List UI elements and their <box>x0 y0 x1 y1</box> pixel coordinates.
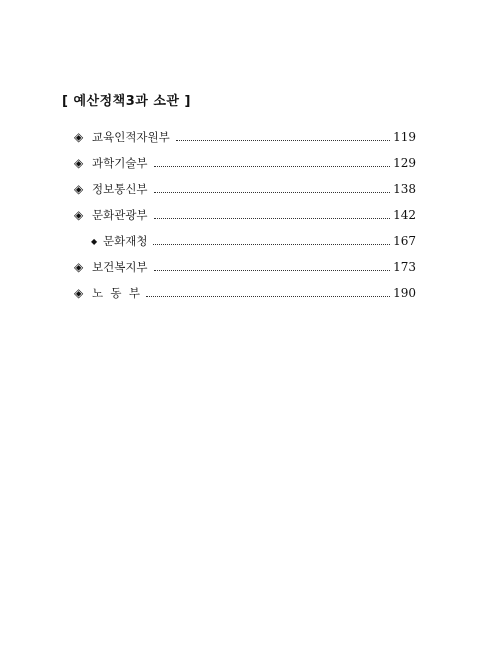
toc-entry-label: 정보통신부 <box>92 182 148 196</box>
toc-entry-label: 문화재청 <box>103 234 148 248</box>
toc-entry-page: 173 <box>393 260 416 274</box>
diamond-bullet-icon: ◈ <box>74 208 84 222</box>
dot-leader <box>154 270 391 271</box>
toc-entry-page: 142 <box>393 208 416 222</box>
small-diamond-bullet-icon: ◆ <box>91 236 98 246</box>
diamond-bullet-icon: ◈ <box>74 130 84 144</box>
dot-leader <box>146 296 390 297</box>
diamond-bullet-icon: ◈ <box>74 156 84 170</box>
toc-entry <box>74 124 416 150</box>
toc-entry <box>74 150 416 176</box>
toc-subentry <box>74 228 416 254</box>
dot-leader <box>154 218 391 219</box>
toc-entry <box>74 254 416 280</box>
toc-entry <box>74 176 416 202</box>
toc-entry-label: 문화관광부 <box>92 208 148 222</box>
toc-entry-page: 119 <box>393 130 416 144</box>
toc-entry <box>74 202 416 228</box>
table-of-contents <box>74 124 416 306</box>
toc-entry <box>74 280 416 306</box>
toc-entry-label: 교육인적자원부 <box>92 130 170 144</box>
toc-entry-label: 과학기술부 <box>92 156 148 170</box>
toc-entry-label: 보건복지부 <box>92 260 148 274</box>
dot-leader <box>153 244 390 245</box>
diamond-bullet-icon: ◈ <box>74 260 84 274</box>
toc-entry-page: 167 <box>393 234 416 248</box>
dot-leader <box>154 166 391 167</box>
toc-entry-page: 190 <box>393 286 416 300</box>
dot-leader <box>154 192 391 193</box>
toc-entry-page: 138 <box>393 182 416 196</box>
dot-leader <box>176 140 390 141</box>
section-heading: [ 예산정책3과 소관 ] <box>62 94 191 109</box>
diamond-bullet-icon: ◈ <box>74 286 84 300</box>
diamond-bullet-icon: ◈ <box>74 182 84 196</box>
toc-entry-label: 노 동 부 <box>92 286 140 300</box>
toc-entry-page: 129 <box>393 156 416 170</box>
